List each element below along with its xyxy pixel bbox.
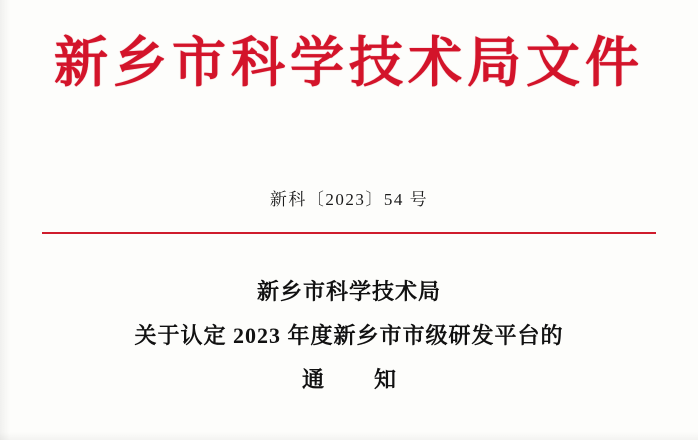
- document-masthead-title: 新乡市科学技术局文件: [54, 33, 644, 93]
- title-line-notice: 通 知: [301, 367, 410, 392]
- document-number: 新科〔2023〕54 号: [269, 190, 429, 209]
- scan-edge-bottom: [0, 432, 698, 440]
- red-horizontal-rule: [42, 232, 656, 234]
- title-line-subject: 关于认定 2023 年度新乡市市级研发平台的: [134, 323, 564, 348]
- document-title-block: [0, 270, 698, 402]
- title-line-issuer: 新乡市科学技术局: [256, 279, 441, 304]
